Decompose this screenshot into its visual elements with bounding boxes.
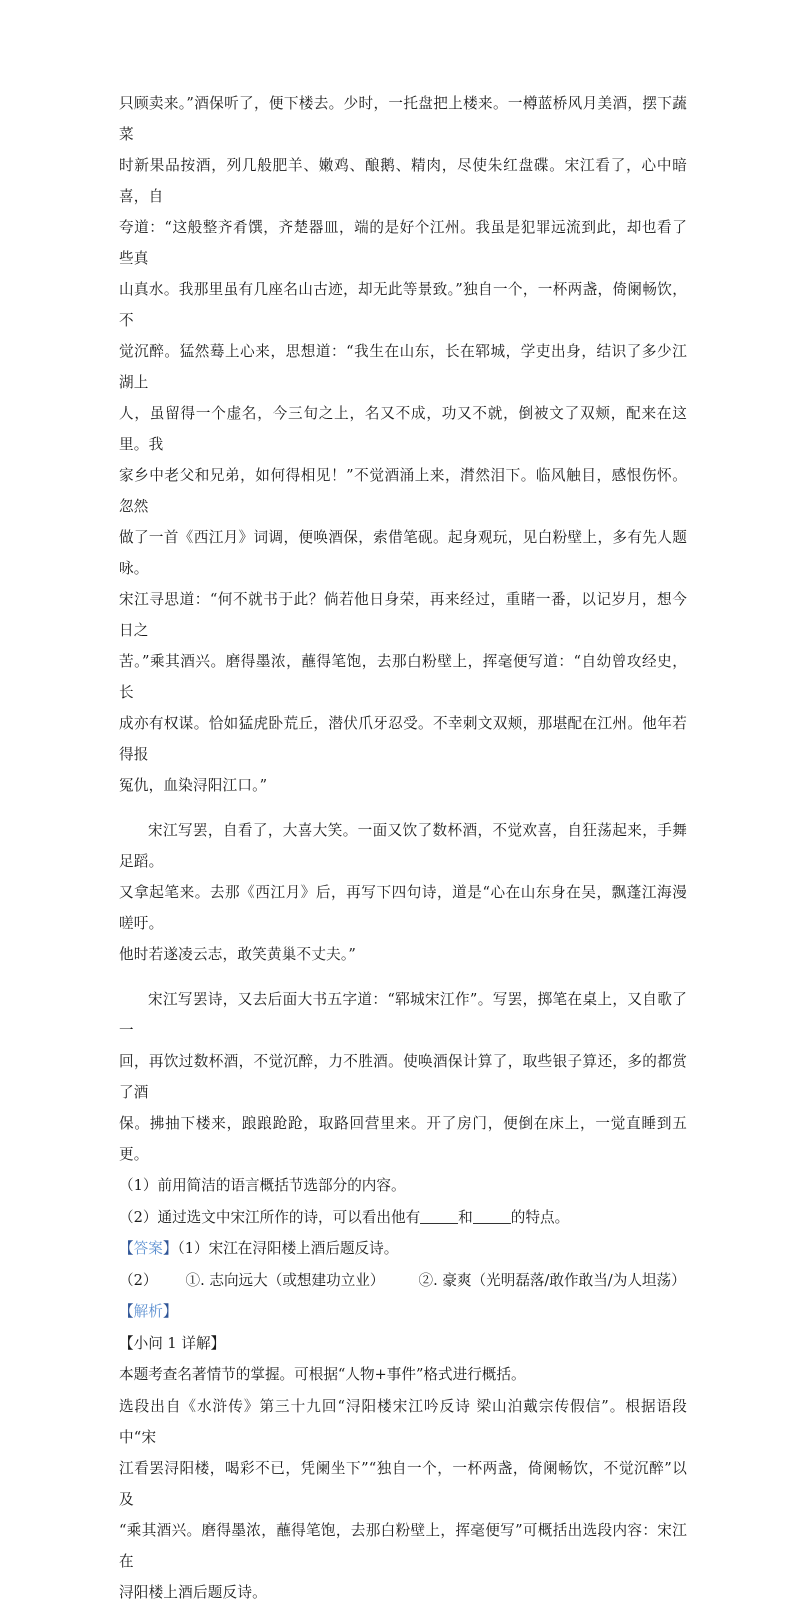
paragraph-gap: [119, 801, 687, 815]
fill-blank-1: [420, 1209, 458, 1224]
answer-2-option-1: ①. 志向远大（或想建功立业）: [185, 1271, 385, 1289]
answer-line-2: [119, 1265, 687, 1297]
analysis-heading: [119, 1296, 687, 1328]
passage-line: 山真水。我那里虽有几座名山古迹，却无此等景致。”独自一个，一杯两盏，倚阑畅饮，不: [119, 281, 687, 329]
passage-line: 人，虽留得一个虚名，今三旬之上，名又不成，功又不就，倒被文了双颊，配来在这里。我: [119, 405, 687, 453]
passage-line: 宋江写罢诗，又去后面大书五字道：“郓城宋江作”。写罢，掷笔在桌上，又自歌了一: [119, 991, 687, 1039]
passage-line: 回，再饮过数杯酒，不觉沉醉，力不胜酒。使唤酒保计算了，取些银子算还，多的都赏了酒: [119, 1053, 687, 1101]
analysis-line: 浔阳楼上酒后题反诗。: [119, 1583, 267, 1601]
analysis-tag-open: 【: [119, 1303, 134, 1320]
passage-paragraph-1: [119, 88, 687, 801]
analysis-tag-close: 】: [162, 1303, 178, 1320]
paragraph-gap: [119, 970, 687, 984]
passage-line: 宋江寻思道：“何不就书于此？倘若他日身荣，再来经过，重睹一番，以记岁月，想今日之: [119, 591, 687, 639]
analysis-line: 选段出自《水浒传》第三十九回“浔阳楼宋江吟反诗 梁山泊戴宗传假信”。根据语段中“宋: [119, 1397, 687, 1446]
fill-blank-2: [473, 1209, 511, 1224]
question-2-and: 和: [458, 1208, 473, 1226]
answer-tag-label: 答案: [133, 1240, 163, 1257]
document-page: [119, 88, 687, 1608]
passage-line: 他时若遂凌云志，敢笑黄巢不丈夫。”: [119, 946, 357, 963]
passage-paragraph-2: [119, 815, 687, 970]
answer-2-number: （2）: [119, 1271, 158, 1289]
passage-line: 时新果品按酒，列几般肥羊、嫩鸡、酿鹅、精肉，尽使朱红盘碟。宋江看了，心中暗喜，自: [119, 157, 687, 205]
passage-line: 家乡中老父和兄弟，如何得相见！”不觉酒涌上来，潸然泪下。临风触目，感恨伤怀。忽然: [119, 467, 687, 515]
analysis-sub-heading: 【小问 1 详解】: [119, 1334, 226, 1352]
analysis-line: 江看罢浔阳楼，喝彩不已，凭阑坐下”“独自一个，一杯两盏，倚阑畅饮，不觉沉醉”以及: [119, 1459, 687, 1508]
question-2-text: （2）通过选文中宋江所作的诗，可以看出他有: [119, 1208, 421, 1226]
analysis-line: “乘其酒兴。磨得墨浓，蘸得笔饱，去那白粉壁上，挥毫便写”可概括出选段内容：宋江在: [119, 1521, 687, 1570]
passage-line: 宋江写罢，自看了，大喜大笑。一面又饮了数杯酒，不觉欢喜，自狂荡起来，手舞足蹈。: [119, 822, 687, 870]
answer-line-1: [119, 1233, 687, 1265]
passage-line: 只顾卖来。”酒保听了，便下楼去。少时，一托盘把上楼来。一樽蓝桥风月美酒，摆下蔬菜: [119, 95, 687, 143]
question-2: [119, 1202, 687, 1234]
answer-1-text: （1）宋江在浔阳楼上酒后题反诗。: [177, 1240, 399, 1257]
question-2-tail: 的特点。: [510, 1208, 570, 1226]
passage-line: 成亦有权谋。恰如猛虎卧荒丘，潜伏爪牙忍受。不幸刺文双颊，那堪配在江州。他年若得报: [119, 715, 687, 763]
answer-2-option-2: ②. 豪爽（光明磊落/敢作敢当/为人坦荡）: [418, 1271, 686, 1289]
passage-line: 觉沉醉。猛然蓦上心来，思想道：“我生在山东，长在郓城，学吏出身，结识了多少江湖上: [119, 343, 687, 391]
passage-line: 保。拂抽下楼来，踉踉跄跄，取路回营里来。开了房门，便倒在床上，一觉直睡到五更。: [119, 1115, 687, 1163]
answer-tag-close: 】: [162, 1240, 178, 1257]
answer-tag-open: 【: [119, 1240, 134, 1257]
passage-line: 做了一首《西江月》词调，便唤酒保，索借笔砚。起身观玩，见白粉壁上，多有先人题咏。: [119, 529, 687, 577]
passage-paragraph-3: [119, 984, 687, 1170]
analysis-tag-label: 解析: [133, 1303, 163, 1320]
passage-line: 苦。”乘其酒兴。磨得墨浓，蘸得笔饱，去那白粉壁上，挥毫便写道：“自幼曾攻经史，长: [119, 653, 687, 701]
passage-line: 又拿起笔来。去那《西江月》后，再写下四句诗，道是“心在山东身在吴，飘蓬江海漫嗟吁。: [119, 884, 687, 932]
passage-line: 冤仇，血染浔阳江口。”: [119, 777, 268, 794]
analysis-line: 本题考查名著情节的掌握。可根据“人物+事件”格式进行概括。: [119, 1366, 526, 1383]
passage-line: 夸道：“这般整齐肴馔，齐楚器皿，端的是好个江州。我虽是犯罪远流到此，却也看了些真: [119, 219, 687, 267]
question-1: （1）前用简洁的语言概括节选部分的内容。: [119, 1177, 406, 1194]
